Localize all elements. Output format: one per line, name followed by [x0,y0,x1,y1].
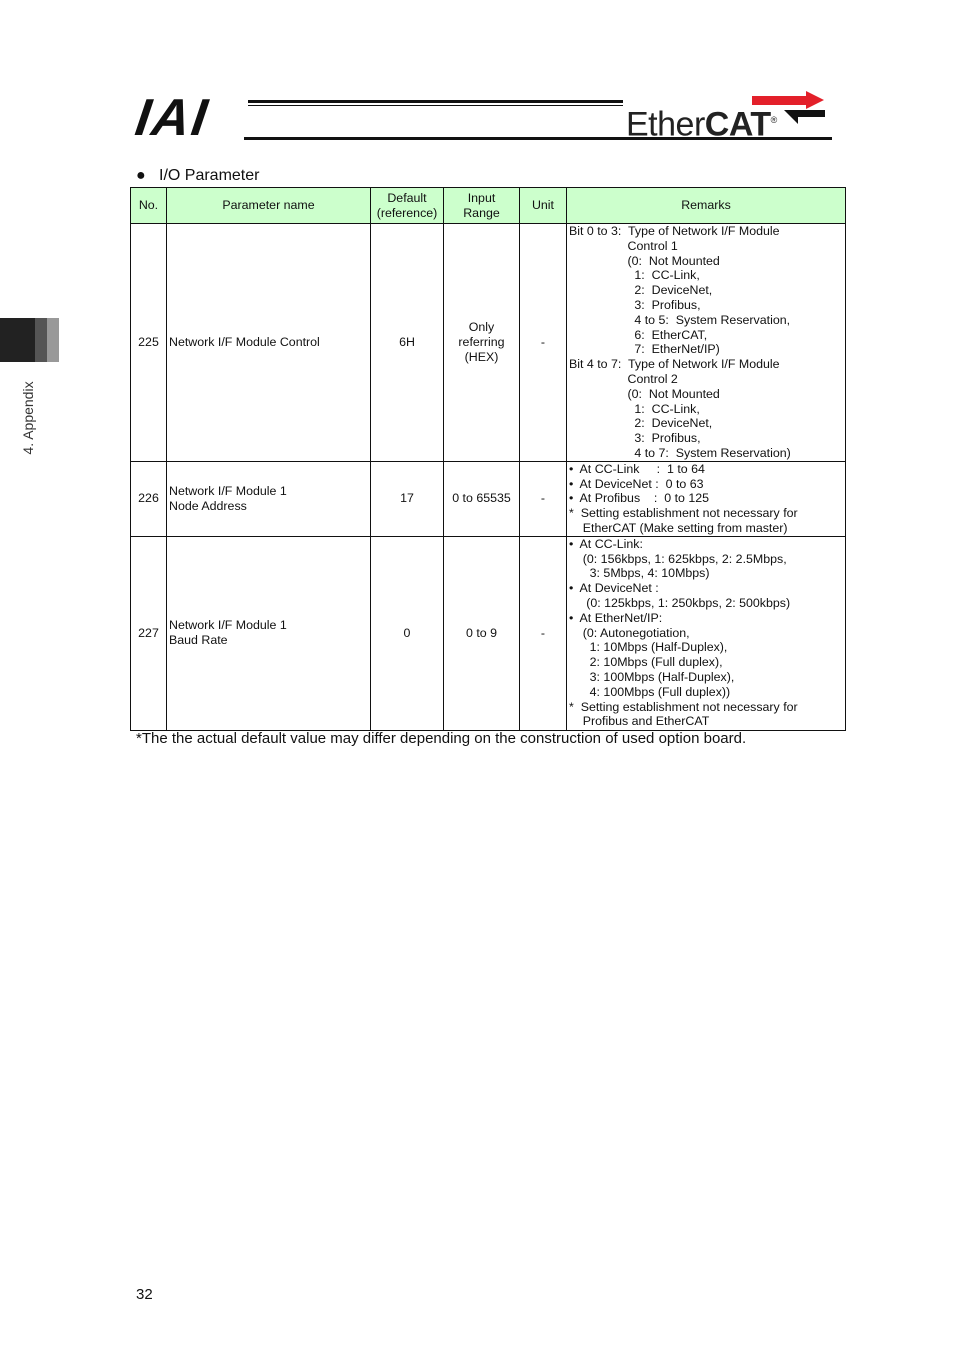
header-default: Default (reference) [371,188,444,224]
remark-line: 6: EtherCAT, [569,327,708,342]
remark-line: • At DeviceNet : 0 to 63 [569,476,704,491]
header-parameter-name: Parameter name [167,188,371,224]
section-title-text: I/O Parameter [159,167,260,184]
remark-line: 2: DeviceNet, [569,283,713,298]
cell-input-range: Only referring (HEX) [444,224,520,462]
remark-line: * Setting establishment not necessary for [569,506,798,521]
remark-line: EtherCAT (Make setting from master) [569,520,788,535]
cell-parameter-name: Network I/F Module 1 Node Address [167,461,371,536]
cell-remarks [567,224,846,462]
cell-input-range: 0 to 65535 [444,461,520,536]
header-rule [248,105,623,106]
chapter-tab [0,318,35,362]
cell-default: 17 [371,461,444,536]
remark-line: Bit 0 to 3: Type of Network I/F Module [569,224,780,238]
cell-unit: - [520,224,567,462]
remark-line: Profibus and EtherCAT [569,714,710,729]
remark-line: 2: 10Mbps (Full duplex), [569,655,723,670]
remark-line: 3: Profibus, [569,431,701,446]
header-input-range: Input Range [444,188,520,224]
cell-default: 0 [371,536,444,730]
remark-line: 1: CC-Link, [569,268,700,283]
remark-line: 3: Profibus, [569,297,701,312]
remark-line: 4: 100Mbps (Full duplex)) [569,684,731,699]
cell-parameter-name: Network I/F Module 1 Baud Rate [167,536,371,730]
ethercat-logo-light: Ether [626,105,705,144]
ethercat-logo-bold: CAT [704,105,771,144]
remark-line: 4 to 5: System Reservation, [569,312,791,327]
table-row [131,224,846,462]
ethercat-arrow-icon [806,91,824,109]
remark-line: • At CC-Link: [569,536,643,551]
cell-input-range: 0 to 9 [444,536,520,730]
cell-no: 226 [131,461,167,536]
page-number: 32 [136,1286,153,1303]
chapter-tab [47,318,59,362]
remark-line: • At Profibus : 0 to 125 [569,491,710,506]
remark-line: • At EtherNet/IP: [569,610,663,625]
cell-parameter-name: Network I/F Module Control [167,224,371,462]
iai-logo: IAI [131,89,213,147]
remark-line: 1: 10Mbps (Half-Duplex), [569,640,728,655]
remark-line: * Setting establishment not necessary for [569,699,798,714]
io-parameter-table [130,187,846,731]
ethercat-logo [626,102,777,142]
chapter-label: 4. Appendix [20,381,36,455]
cell-default: 6H [371,224,444,462]
cell-no: 225 [131,224,167,462]
remark-line: (0: Not Mounted [569,253,720,268]
cell-remarks [567,461,846,536]
remark-line: Control 2 [569,371,678,386]
remark-line: 3: 100Mbps (Half-Duplex), [569,669,735,684]
remark-line: Control 1 [569,238,678,253]
footnote: *The the actual default value may differ depending on the construction of used option board. [136,730,747,747]
cell-unit: - [520,461,567,536]
remark-line: (0: 156kbps, 1: 625kbps, 2: 2.5Mbps, [569,551,787,566]
cell-unit: - [520,536,567,730]
remark-line: 1: CC-Link, [569,401,700,416]
remark-line: • At CC-Link : 1 to 64 [569,461,705,476]
cell-remarks [567,536,846,730]
ethercat-arrow-icon [796,110,825,117]
remark-line: Bit 4 to 7: Type of Network I/F Module [569,357,780,372]
remark-line: (0: Autonegotiation, [569,625,690,640]
remark-line: (0: Not Mounted [569,386,720,401]
remark-line: 2: DeviceNet, [569,416,713,431]
header-unit: Unit [520,188,567,224]
remark-line: 4 to 7: System Reservation) [569,445,791,460]
header-no: No. [131,188,167,224]
remark-line: 3: 5Mbps, 4: 10Mbps) [569,566,710,581]
remark-line: (0: 125kbps, 1: 250kbps, 2: 500kbps) [569,595,791,610]
table-row [131,536,846,730]
ethercat-arrow-icon [752,96,812,105]
remark-line: 7: EtherNet/IP) [569,342,720,357]
header-rule [248,100,623,103]
cell-no: 227 [131,536,167,730]
section-title: ● I/O Parameter [136,167,260,184]
ethercat-arrow-icon [784,110,798,124]
remark-line: • At DeviceNet : [569,581,659,596]
table-row [131,461,846,536]
header-remarks: Remarks [567,188,846,224]
registered-mark: ® [770,115,777,125]
chapter-tab [35,318,47,362]
